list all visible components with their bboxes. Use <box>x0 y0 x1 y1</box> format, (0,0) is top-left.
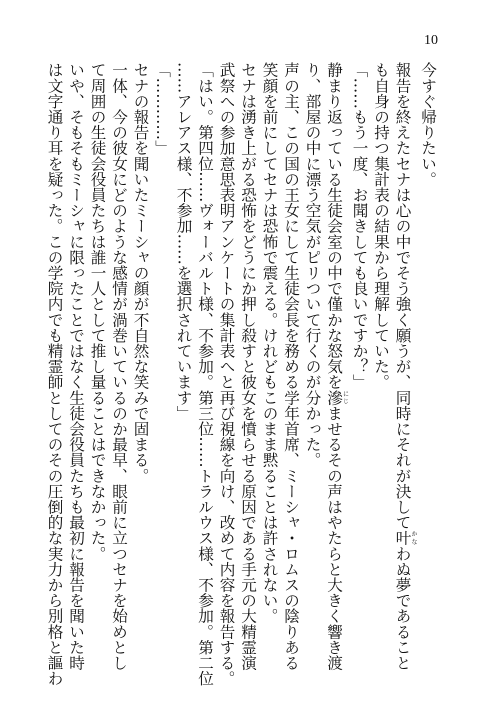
vertical-text-body <box>43 62 438 686</box>
text-line: 報告を終えたセナは心の中でそう強く願うが、同時にそれが決して叶かなわぬ夢であること <box>393 62 417 671</box>
text-line: セナは湧き上がる恐怖をどうにか押し殺すと彼女を憤らせる原因である手元の大精霊演 <box>239 62 257 671</box>
text-line: り、部屋の中に漂う空気がピリついて行くのが分かった。 <box>303 62 322 468</box>
text-line: いや、そもそもミーシャに限ったことではなく生徒会役員たちも最初に報告を聞いた時 <box>67 62 85 671</box>
text-line: て周囲の生徒会役員たちは誰一人として推し量ることはできなかった。 <box>88 62 107 562</box>
text-line: 一体、今の彼女にどのような感情が渦巻いているのか最早、眼前に立つセナを始めとし <box>110 62 128 671</box>
page-number: 10 <box>424 33 438 48</box>
text-line: セナの報告を聞いたミーシャの顔が不自然な笑みで固まる。 <box>131 62 150 484</box>
furigana: 叶かな <box>393 530 417 546</box>
text-line: 今すぐ帰りたい。 <box>419 62 437 187</box>
furigana: 滲にじ <box>325 389 349 406</box>
text-line: は文字通り耳を疑った。この学院内でも精霊師としてのその圧倒的な実力から別格と謳わ <box>45 62 64 686</box>
text-line: ……アレアス様、不参加……を選択されています」 <box>174 62 193 421</box>
text-line: 「…………」 <box>153 62 171 156</box>
text-line: 静まり返っている生徒会室の中で僅かな怒気を滲にじませるその声はやたらと大きく響き渡 <box>325 62 349 671</box>
text-line: 「はい。第四位……ヴォーバルト様、不参加。第三位……トラルウス様、不参加。第二位 <box>196 62 214 686</box>
text-line: 武祭への参加意思表明アンケートの集計表へと再び視線を向け、改めて内容を報告する。 <box>217 62 236 686</box>
text-line: 声の主、この国の王女にして生徒会長を務める学年首席、ミーシャ・ロムスの陰りある <box>282 62 300 671</box>
text-line: 笑顔を前にしてセナは恐怖で震える。けれどもこのまま黙ることは許されない。 <box>260 62 279 624</box>
text-line: 「……もう一度、お聞きしても良いですか？」 <box>350 62 369 390</box>
text-line: も自身の持つ集計表の結果から理解していた。 <box>372 62 390 390</box>
